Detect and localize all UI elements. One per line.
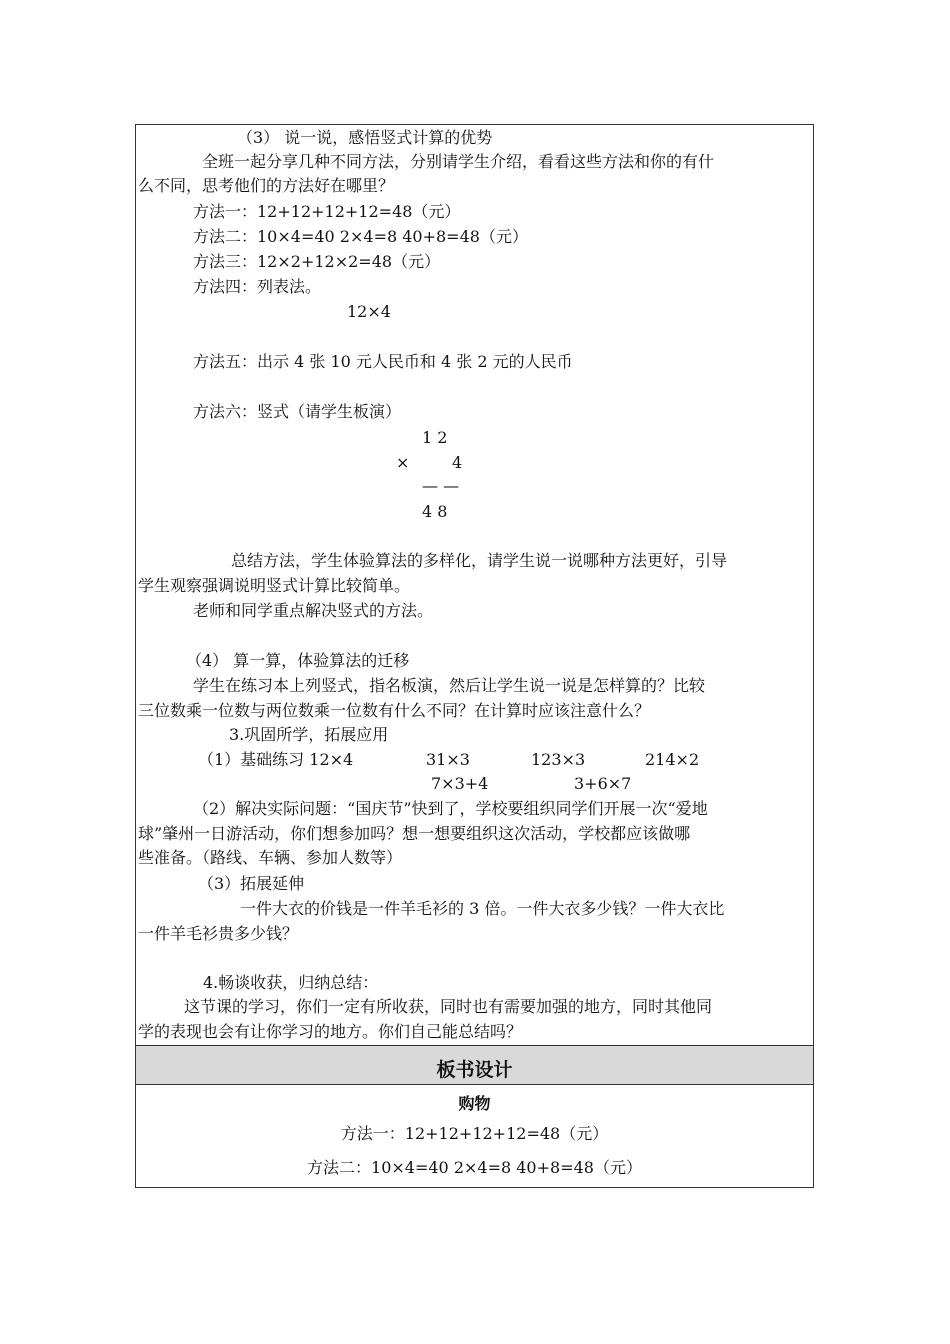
- paragraph-text: 三位数乘一位数与两位数乘一位数有什么不同？在计算时应该注意什么？: [138, 701, 651, 720]
- method-5: 方法五：出示 4 张 10 元人民币和 4 张 2 元的人民币: [193, 352, 573, 371]
- vertical-calc-line: — —: [422, 476, 460, 495]
- board-design-header: [136, 1045, 813, 1085]
- summary-text: 总结方法，学生体验算法的多样化，请学生说一说哪种方法更好，引导: [231, 551, 728, 570]
- paragraph-text: 学的表现也会有让你学习的地方。你们自己能总结吗？: [138, 1022, 523, 1041]
- exercise-item: 214×2: [645, 750, 700, 769]
- section-title: 3.巩固所学，拓展应用: [229, 725, 389, 744]
- method-4: 方法四：列表法。: [193, 277, 322, 296]
- vertical-calc-row-1: 1 2: [422, 428, 448, 447]
- section-4-title: （4） 算一算，体验算法的迁移: [186, 651, 410, 670]
- paragraph-text: 球”肇州一日游活动，你们想参加吗？想一想要组织这次活动，学校都应该做哪: [138, 824, 691, 843]
- board-subject-title: 购物: [458, 1094, 491, 1113]
- vertical-calc-times: ×: [396, 453, 410, 472]
- paragraph-text: 全班一起分享几种不同方法，分别请学生介绍，看看这些方法和你的有什: [202, 152, 715, 171]
- paragraph-text: 些准备。（路线、车辆、参加人数等）: [138, 848, 403, 867]
- subsection-title: （3）拓展延伸: [198, 874, 305, 893]
- paragraph-text: 么不同，思考他们的方法好在哪里？: [138, 176, 395, 195]
- exercise-item: 3+6×7: [574, 774, 632, 793]
- exercise-item: 7×3+4: [431, 774, 489, 793]
- lesson-plan-table: [135, 124, 814, 1188]
- vertical-calc-result: 4 8: [422, 502, 448, 521]
- board-line-2: 方法二：10×4=40 2×4=8 40+8=48（元）: [307, 1158, 642, 1177]
- board-line-1: 方法一：12+12+12+12=48（元）: [340, 1124, 609, 1143]
- method-2: 方法二：10×4=40 2×4=8 40+8=48（元）: [193, 227, 528, 246]
- paragraph-text: 学生在练习本上列竖式，指名板演，然后让学生说一说是怎样算的？比较: [193, 676, 706, 695]
- section-3-title: （3） 说一说，感悟竖式计算的优势: [237, 128, 493, 147]
- vertical-calc-row-2: 4: [452, 453, 463, 472]
- method-1: 方法一：12+12+12+12=48（元）: [193, 202, 461, 221]
- exercise-item: 123×3: [531, 750, 586, 769]
- paragraph-text: （2）解决实际问题：“国庆节”快到了，学校要组织同学们开展一次“爱地: [193, 799, 708, 818]
- exercise-label: （1）基础练习 12×4: [198, 750, 354, 769]
- exercise-item: 31×3: [426, 750, 470, 769]
- method-6: 方法六：竖式（请学生板演）: [193, 402, 402, 421]
- paragraph-text: 一件羊毛衫贵多少钱？: [138, 924, 299, 943]
- paragraph-text: 这节课的学习，你们一定有所收获，同时也有需要加强的地方，同时其他同: [184, 997, 713, 1016]
- method-3: 方法三：12×2+12×2=48（元）: [193, 252, 441, 271]
- paragraph-text: 一件大衣的价钱是一件羊毛衫的 3 倍。一件大衣多少钱？一件大衣比: [240, 899, 725, 918]
- method-4-expression: 12×4: [347, 302, 391, 321]
- summary-text: 学生观察强调说明竖式计算比较简单。: [138, 576, 411, 595]
- board-design-title: 板书设计: [436, 1059, 513, 1081]
- section-title: 4.畅谈收获，归纳总结：: [203, 973, 379, 992]
- summary-text: 老师和同学重点解决竖式的方法。: [193, 601, 434, 620]
